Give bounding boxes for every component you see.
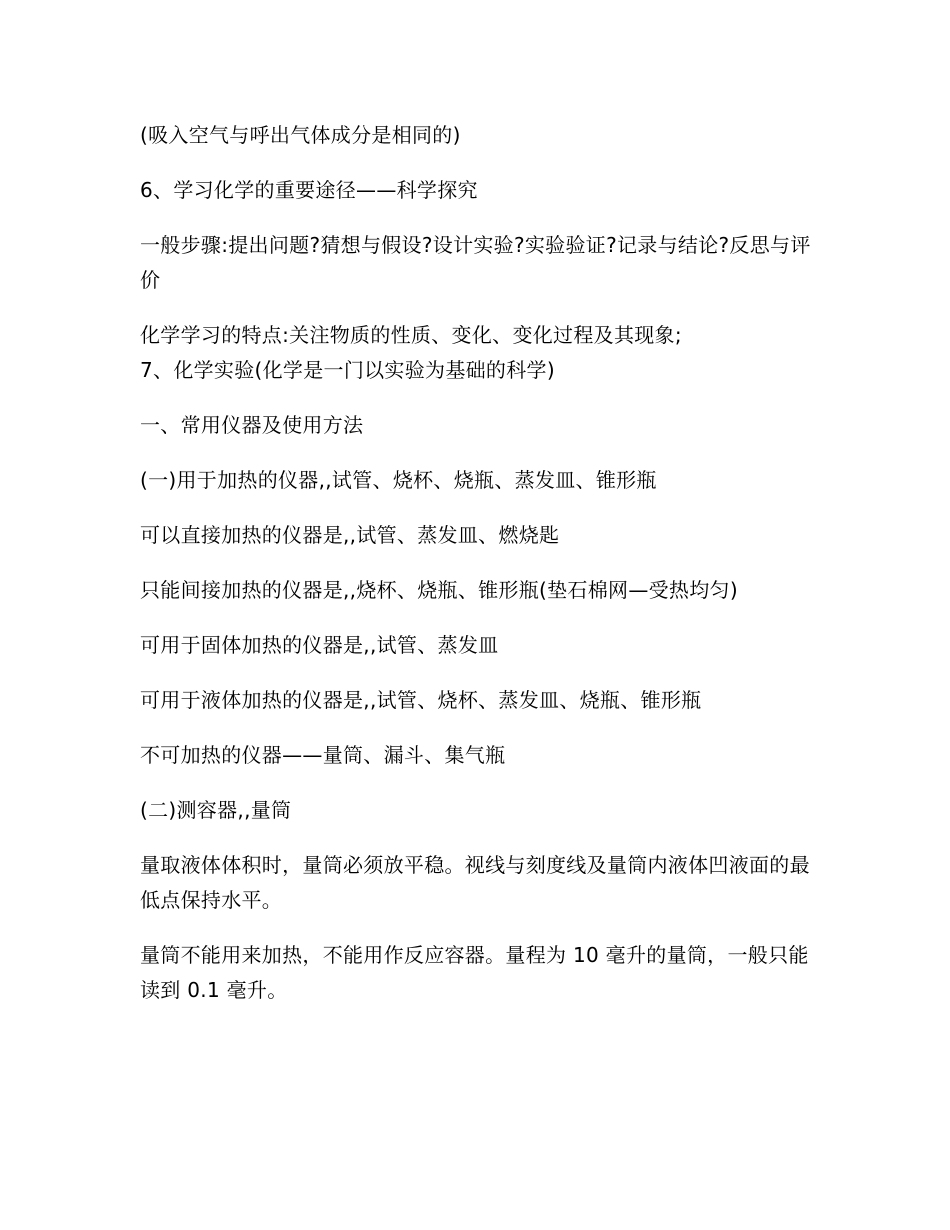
paragraph-section-6-title: 6、学习化学的重要途径——科学探究 xyxy=(140,178,478,202)
document-page xyxy=(140,118,820,1028)
paragraph-measuring-container: (二)测容器,,量筒 xyxy=(140,798,292,822)
paragraph-direct-heating: 可以直接加热的仪器是,,试管、蒸发皿、燃烧匙 xyxy=(140,523,560,547)
paragraph-common-instruments-heading: 一、常用仪器及使用方法 xyxy=(140,413,364,437)
paragraph-general-steps: 一般步骤:提出问题?猜想与假设?设计实验?实验验证?记录与结论?反思与评价 xyxy=(140,233,811,292)
paragraph-cylinder-limits: 量筒不能用来加热，不能用作反应容器。量程为 10 毫升的量筒，一般只能读到 0.1 毫升。 xyxy=(140,943,809,1002)
paragraph-solid-heating: 可用于固体加热的仪器是,,试管、蒸发皿 xyxy=(140,633,499,657)
paragraph-breath-note: (吸入空气与呼出气体成分是相同的) xyxy=(140,123,461,147)
paragraph-section-7-title: 7、化学实验(化学是一门以实验为基础的科学) xyxy=(140,358,555,382)
paragraph-liquid-heating: 可用于液体加热的仪器是,,试管、烧杯、蒸发皿、烧瓶、锥形瓶 xyxy=(140,688,702,712)
paragraph-learning-features: 化学学习的特点:关注物质的性质、变化、变化过程及其现象; xyxy=(140,323,682,347)
paragraph-heating-instruments: (一)用于加热的仪器,,试管、烧杯、烧瓶、蒸发皿、锥形瓶 xyxy=(140,468,657,492)
paragraph-indirect-heating: 只能间接加热的仪器是,,烧杯、烧瓶、锥形瓶(垫石棉网—受热均匀) xyxy=(140,578,738,602)
paragraph-non-heatable: 不可加热的仪器——量筒、漏斗、集气瓶 xyxy=(140,743,506,767)
paragraph-cylinder-reading: 量取液体体积时，量筒必须放平稳。视线与刻度线及量筒内液体凹液面的最低点保持水平。 xyxy=(140,853,810,912)
